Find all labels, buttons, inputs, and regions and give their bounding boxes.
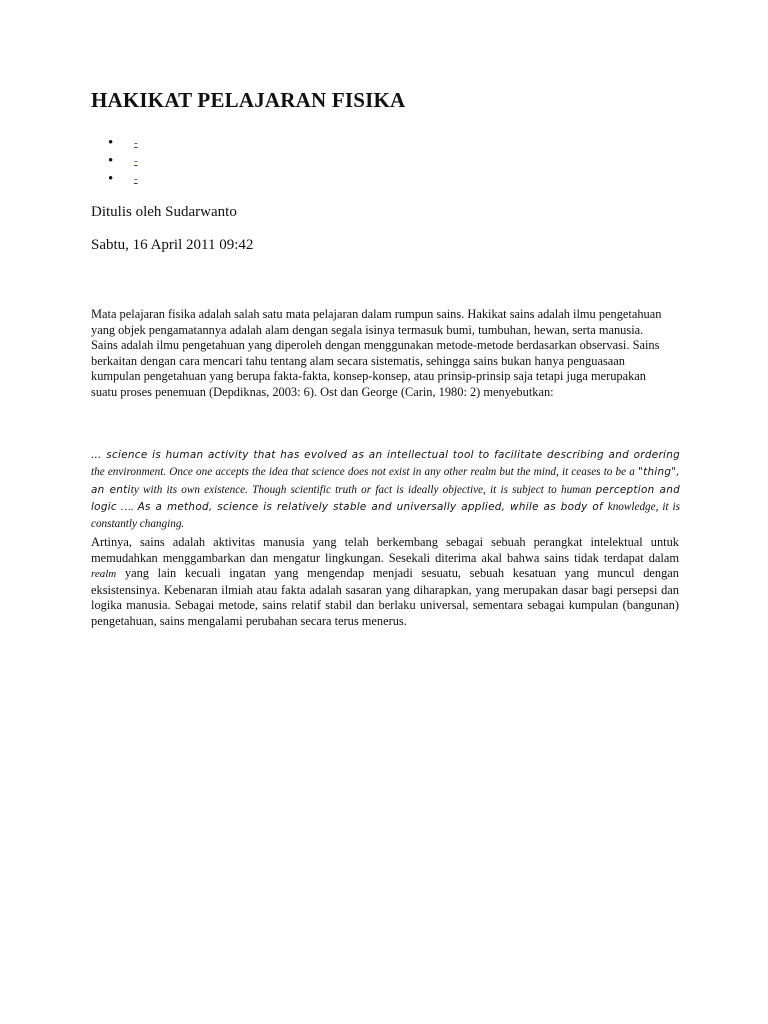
quote-segment: the environment. Once one accepts the idea that science does not exist in any other realm but the mind, it ceases to be a [91,466,638,479]
intro-paragraph [91,307,681,401]
paragraph-line: Mata pelajaran fisika adalah salah satu mata pelajaran dalam rumpun sains. Hakikat sains adalah ilmu pengetahuan [91,307,662,321]
bullet-marker: • [108,153,114,169]
quote-segment: …. [116,500,138,513]
quote-segment: "thing", an enti [91,466,680,496]
translation-paragraph [91,535,679,630]
quote-segment: knowledge, it is constantly changing. [91,500,680,531]
paragraph-line: berkaitan dengan cara mencari tahu tentang alam secara sistematis, sehingga sains bukan hanya penguasaan [91,353,625,368]
publish-date: Sabtu, 16 April 2011 09:42 [91,237,254,253]
bullet-link[interactable]: - [134,155,138,167]
quote-segment: … science is human activity that has evolved as an intellectual tool to facilitate describing and ordering [91,449,680,461]
page-title: HAKIKAT PELAJARAN FISIKA [91,88,406,112]
bullet-link[interactable]: - [134,137,138,149]
paragraph-line: kumpulan pengetahuan yang berupa fakta-fakta, konsep-konsep, atau prinsip-prinsip saja tetapi juga merupakan [91,369,646,384]
paragraph-text: Artinya, sains adalah aktivitas manusia yang telah berkembang sebagai sebuah perangkat intelektual untuk memudahkan menggambarkan dan mengatur lingkungan. Sesekali diterima akal bahwa sains tidak terdapat dalam [91,535,679,565]
bullet-marker: • [108,135,114,151]
paragraph-line: Sains adalah ilmu pengetahuan yang diperoleh dengan menggunakan metode-metode berdasarkan observasi. Sains [91,338,660,353]
paragraph-line: yang objek pengamatannya adalah alam dengan segala isinya termasuk bumi, tumbuhan, hewan, serta manusia. [91,322,644,337]
quote-segment: As a method, science is relatively stable and universally applied, while as body of [137,500,608,513]
english-quote [91,446,680,532]
paragraph-text: yang lain kecuali ingatan yang mengendap menjadi sesuatu, sebuah kesatuan yang muncul dengan eksistensinya. Kebenaran ilmiah atau fakta adalah sasaran yang diharapkan, yang merupakan dasar bagi persepsi dan logika manusia. Sebagai metode, sains relatif stabil dan berlaku universal, sementara sebagai kumpulan (bangunan) pengetahuan, sains mengalami perubahan secara terus menerus. [91,566,679,628]
bullet-link[interactable]: - [134,173,138,185]
quote-segment: ty with its own existence. Though scientific truth or fact is ideally objective, it is subject to human [130,483,596,496]
paragraph-line: suatu proses penemuan (Depdiknas, 2003: 6). Ost dan George (Carin, 1980: 2) menyebutkan: [91,384,554,399]
bullet-marker: • [108,171,114,187]
author-line: Ditulis oleh Sudarwanto [91,204,237,220]
quote-segment: perception and logic [91,483,680,513]
emphasis-word: realm [91,568,117,581]
